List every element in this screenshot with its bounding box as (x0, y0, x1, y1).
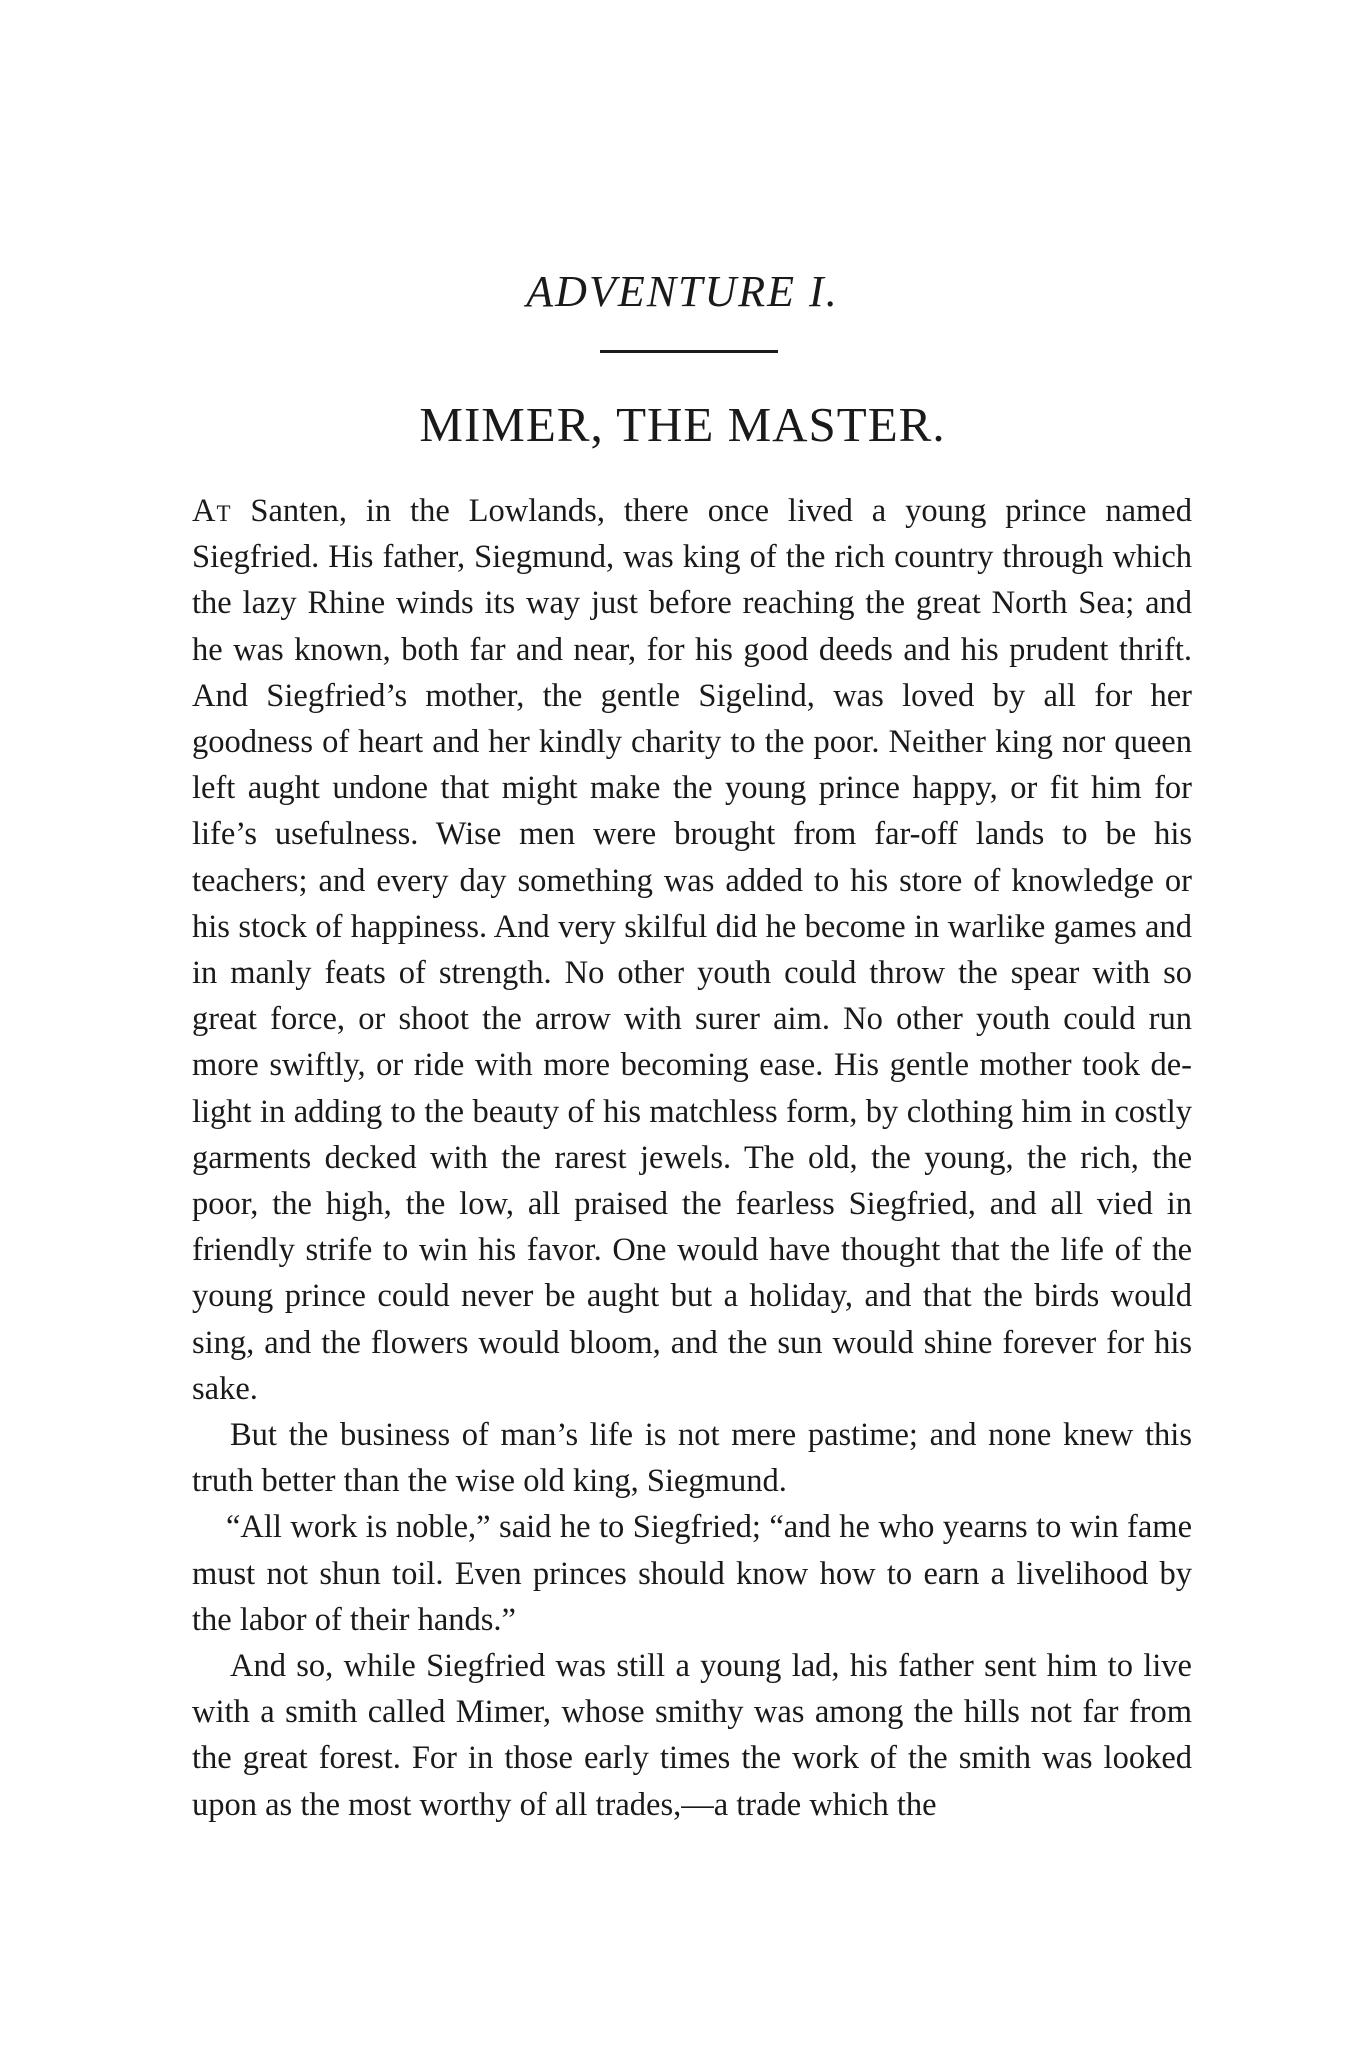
paragraph: “All work is noble,” said he to Siegfried; “and he who yearns to win fame must not shun toil. Even princes should know how to earn a livelihood by the labor of their hands.” (192, 1509, 1192, 1638)
chapter-label: ADVENTURE I. (526, 267, 839, 316)
title-rule (600, 350, 778, 353)
paragraph (192, 488, 1192, 1412)
opening-small-caps: At (192, 493, 232, 529)
paragraph: But the business of man’s life is not mere pastime; and none knew this truth better than the wise old king, Siegmund. (192, 1417, 1192, 1500)
chapter-title: MIMER, THE MASTER. (419, 397, 946, 452)
paragraph: And so, while Siegfried was still a young lad, his father sent him to live with a smith called Mimer, whose smithy was among the hills not far from the great forest. For in those early times the work of the smith was looked upon as the most worthy of all trades,—a trade which the (192, 1648, 1192, 1823)
body-text (192, 488, 1192, 1828)
paragraph-text: Santen, in the Lowlands, there once lived a young prince named Siegfried. His father, Siegmund, was king of the rich country through which the lazy Rhine winds its way just before reaching the great North Sea; and he was known, both far and near, for his good deeds and his prudent thrift. And Siegfried’s mother, the gentle Sigelind, was loved by all for her goodness of heart and her kindly charity to the poor. Neither king nor queen left aught undone that might make the young prince happy, or fit him for life’s usefulness. Wise men were brought from far-off lands to be his teachers; and every day something was added to his store of knowledge or his stock of happiness. And very skilful did he become in warlike games and in manly feats of strength. No other youth could throw the spear with so great force, or shoot the arrow with surer aim. No other youth could run more swiftly, or ride with more becoming ease. His gentle mother took de-light in adding to the beauty of his matchless form, by clothing him in costly garments decked with the rarest jewels. The old, the young, the rich, the poor, the high, the low, all praised the fearless Siegfried, and all vied in friendly strife to win his favor. One would have thought that the life of the young prince could never be aught but a holiday, and that the birds would sing, and the flowers would bloom, and the sun would shine forever for his sake. (192, 493, 1192, 1407)
